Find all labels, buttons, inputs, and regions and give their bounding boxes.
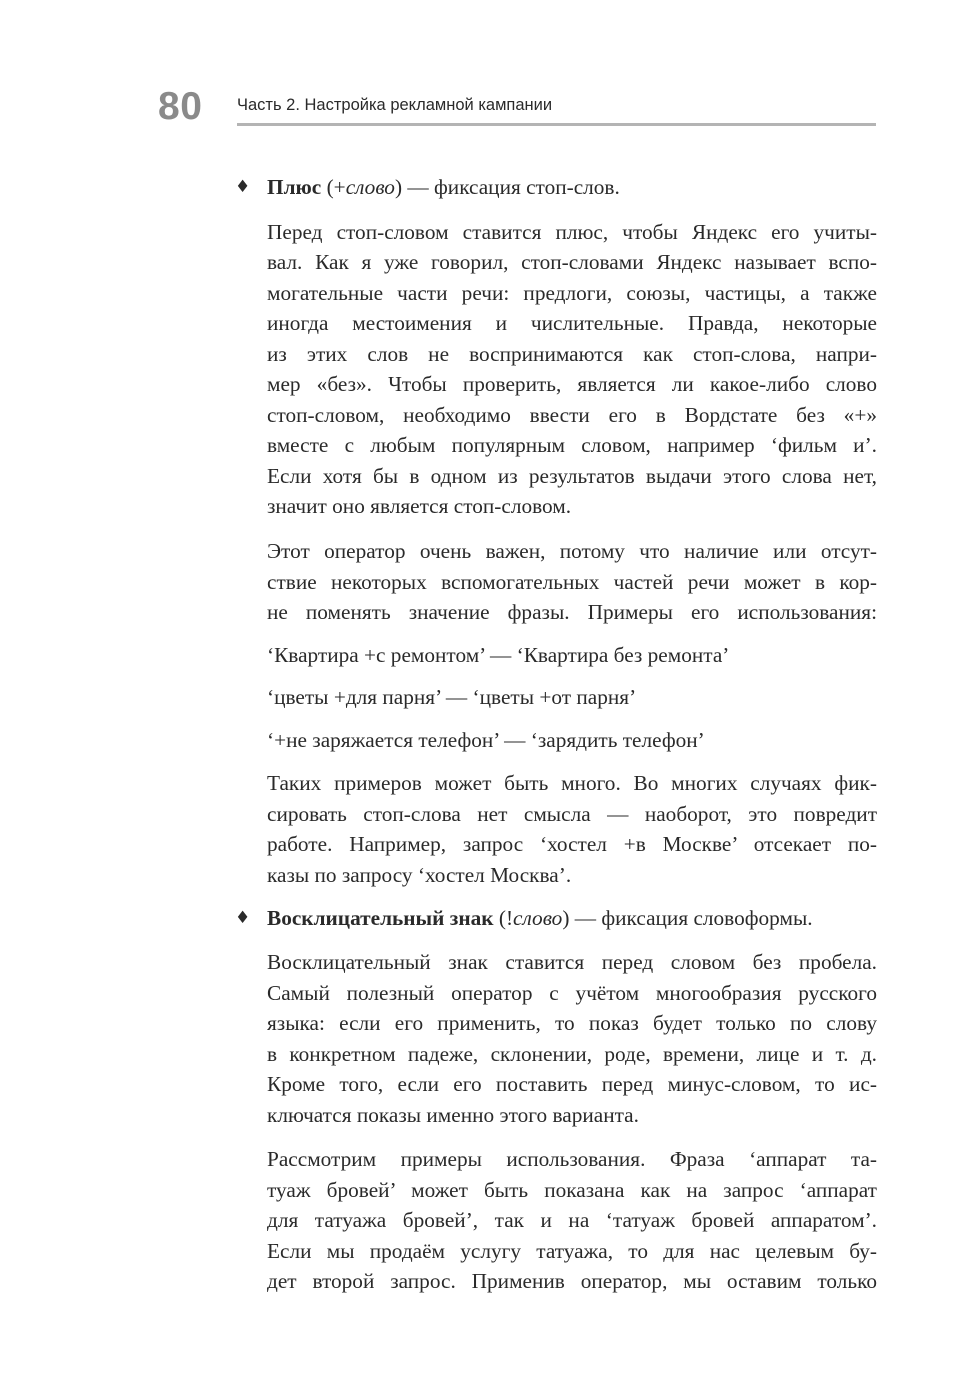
paragraph-line: казы по запросу ‘хостел Москва’.: [267, 863, 572, 887]
paragraph-line: ствие некоторых вспомогательных частей речи может в кор-: [267, 570, 877, 594]
paragraph-line: мер «без». Чтобы проверить, является ли какое-либо слово: [267, 372, 877, 396]
page-number: 80: [158, 85, 203, 128]
paragraph-line: Перед стоп-словом ставится плюс, чтобы Яндекс его учиты-: [267, 220, 877, 244]
example-line: ‘Квартира +с ремонтом’ — ‘Квартира без ремонта’: [267, 643, 730, 667]
running-title: Часть 2. Настройка рекламной кампании: [237, 96, 553, 114]
example-line: ‘цветы +для парня’ — ‘цветы +от парня’: [267, 685, 637, 709]
paragraph-line: дет второй запрос. Применив оператор, мы оставим только: [267, 1269, 877, 1293]
paragraph-line: языка: если его применить, то показ будет только по слову: [267, 1011, 877, 1035]
header-divider: [237, 123, 876, 126]
paragraph-line: не поменять значение фразы. Примеры его использования:: [267, 600, 877, 624]
paragraph-line: Таких примеров может быть много. Во многих случаях фик-: [267, 771, 877, 795]
paragraph-line: Самый полезный оператор с учётом многообразия русского: [267, 981, 877, 1005]
paragraph-line: могательные части речи: предлоги, союзы, частицы, а также: [267, 281, 877, 305]
paragraph-line: ключатся показы именно этого варианта.: [267, 1103, 639, 1127]
paragraph-line: работе. Например, запрос ‘хостел +в Москве’ отсекает по-: [267, 832, 877, 856]
paragraph-line: иногда местоимения и числительные. Правда, некоторые: [267, 311, 877, 335]
paragraph-line: значит оно является стоп-словом.: [267, 494, 572, 518]
paragraph-line: вал. Как я уже говорил, стоп-словами Яндекс называет вспо-: [267, 250, 877, 274]
paragraph-line: Восклицательный знак ставится перед словом без пробела.: [267, 950, 877, 974]
exclamation-operator-heading: Восклицательный знак (!слово) — фиксация словоформы.: [267, 906, 813, 930]
paragraph-line: Если хотя бы в одном из результатов выдачи этого слова нет,: [267, 464, 877, 488]
example-line: ‘+не заряжается телефон’ — ‘зарядить телефон’: [267, 728, 705, 752]
paragraph-line: Этот оператор очень важен, потому что наличие или отсут-: [267, 539, 877, 563]
plus-operator-heading: Плюс (+слово) — фиксация стоп-слов.: [267, 175, 620, 199]
diamond-bullet-icon: ♦: [235, 908, 251, 928]
paragraph-line: Кроме того, если его поставить перед минус-словом, то ис-: [267, 1072, 877, 1096]
paragraph-line: из этих слов не воспринимаются как стоп-слова, напри-: [267, 342, 877, 366]
paragraph-line: для татуажа бровей’, так и на ‘татуаж бровей аппаратом’.: [267, 1208, 877, 1232]
paragraph-line: в конкретном падеже, склонении, роде, времени, лице и т. д.: [267, 1042, 877, 1066]
paragraph-line: вместе с любым популярным словом, например ‘фильм и’.: [267, 433, 877, 457]
term-exclamation: Восклицательный знак: [267, 906, 494, 930]
term-plus: Плюс: [267, 175, 322, 199]
paragraph-line: стоп-словом, необходимо ввести его в Вордстате без «+»: [267, 403, 877, 427]
paragraph-line: туаж бровей’ может быть показана как на запрос ‘аппарат: [267, 1178, 877, 1202]
paragraph-line: Рассмотрим примеры использования. Фраза ‘аппарат та-: [267, 1147, 877, 1171]
paragraph-line: сировать стоп-слова нет смысла — наоборот, это повредит: [267, 802, 877, 826]
paragraph-line: Если мы продаём услугу татуажа, то для нас целевым бу-: [267, 1239, 877, 1263]
diamond-bullet-icon: ♦: [235, 177, 251, 197]
